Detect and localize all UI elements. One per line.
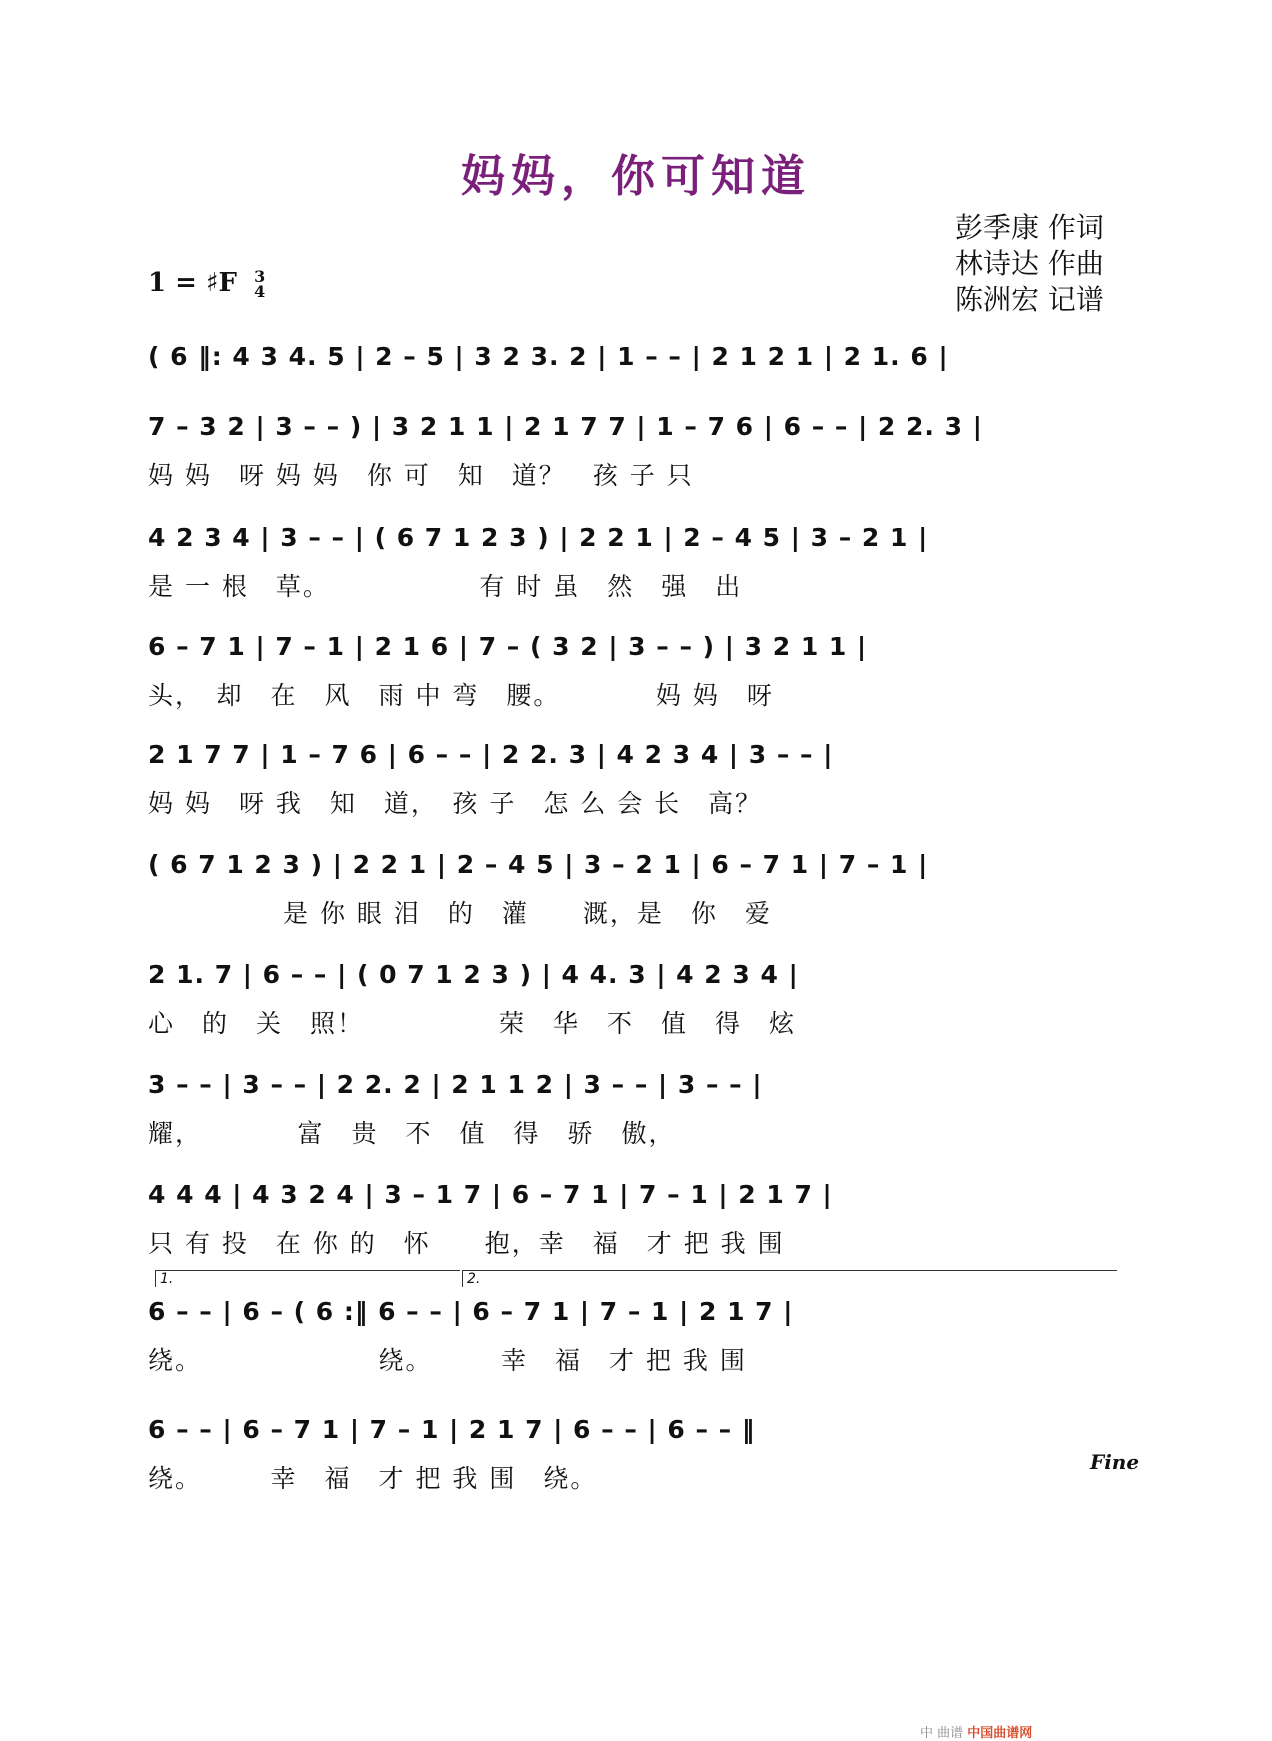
first-ending-bracket: 1. [155,1270,460,1287]
notation-line: 2 1. 7 | 6 – – | ( 0 7 1 2 3 ) | 4 4. 3 | 4 2 3 4 | [148,960,799,989]
notation-line: 4 4 4 | 4 3 2 4 | 3 – 1 7 | 6 – 7 1 | 7 – 1 | 2 1 7 | [148,1180,833,1209]
notation-line: ( 6 ‖: 4 3 4. 5 | 2 – 5 | 3 2 3. 2 | 1 – – | 2 1 2 1 | 2 1. 6 | [148,342,949,371]
notation-line: 6 – – | 6 – ( 6 :‖ 6 – – | 6 – 7 1 | 7 – 1 | 2 1 7 | [148,1297,794,1326]
composer-credit: 林诗达 作曲 [955,247,1104,280]
lyric-line: 绕。 幸 福 才 把 我 围 绕。 [148,1464,598,1493]
credits [955,210,1104,318]
time-signature [254,269,265,299]
lyric-line: 只 有 投 在 你 的 怀 抱，幸 福 才 把 我 围 [148,1229,785,1258]
notation-line: 2 1 7 7 | 1 – 7 6 | 6 – – | 2 2. 3 | 4 2 3 4 | 3 – – | [148,740,834,769]
notation-line: 3 – – | 3 – – | 2 2. 2 | 2 1 1 2 | 3 – – | 3 – – | [148,1070,763,1099]
notation-line: ( 6 7 1 2 3 ) | 2 2 1 | 2 – 4 5 | 3 – 2 1 | 6 – 7 1 | 7 – 1 | [148,850,929,879]
key-label: 1 = ♯F [148,268,238,298]
lyric-line: 是 你 眼 泪 的 灌 溉，是 你 爱 [148,899,772,928]
lyric-line: 绕。 绕。 幸 福 才 把 我 围 [148,1346,747,1375]
song-title: 妈妈，你可知道 [461,151,811,202]
transcriber-credit: 陈洲宏 记谱 [955,283,1104,316]
notation-line: 6 – 7 1 | 7 – 1 | 2 1 6 | 7 – ( 3 2 | 3 – – ) | 3 2 1 1 | [148,632,868,661]
footer-text: 中 曲谱 [920,1726,964,1741]
footer-brand: 中国曲谱网 [967,1726,1033,1741]
key-signature [148,268,265,299]
fine-marking: Fine [1090,1450,1140,1474]
time-top: 3 [254,267,266,286]
notation-line: 4 2 3 4 | 3 – – | ( 6 7 1 2 3 ) | 2 2 1 | 2 – 4 5 | 3 – 2 1 | [148,523,929,552]
second-ending-bracket: 2. [462,1270,1117,1287]
notation-line: 6 – – | 6 – 7 1 | 7 – 1 | 2 1 7 | 6 – – | 6 – – ‖ [148,1415,756,1444]
lyricist-credit: 彭季康 作词 [955,211,1104,244]
notation-line: 7 – 3 2 | 3 – – ) | 3 2 1 1 | 2 1 7 7 | 1 – 7 6 | 6 – – | 2 2. 3 | [148,412,983,441]
footer-watermark [920,1722,1032,1741]
lyric-line: 心 的 关 照！ 荣 华 不 值 得 炫 [148,1009,797,1038]
lyric-line: 耀， 富 贵 不 值 得 骄 傲， [148,1119,676,1148]
lyric-line: 妈 妈 呀 我 知 道， 孩 子 怎 么 会 长 高？ [148,789,763,818]
time-bottom: 4 [254,282,266,301]
lyric-line: 是 一 根 草。 有 时 虽 然 强 出 [148,572,743,601]
lyric-line: 妈 妈 呀 妈 妈 你 可 知 道？ 孩 子 只 [148,461,694,490]
lyric-line: 头， 却 在 风 雨 中 弯 腰。 妈 妈 呀 [148,681,774,710]
